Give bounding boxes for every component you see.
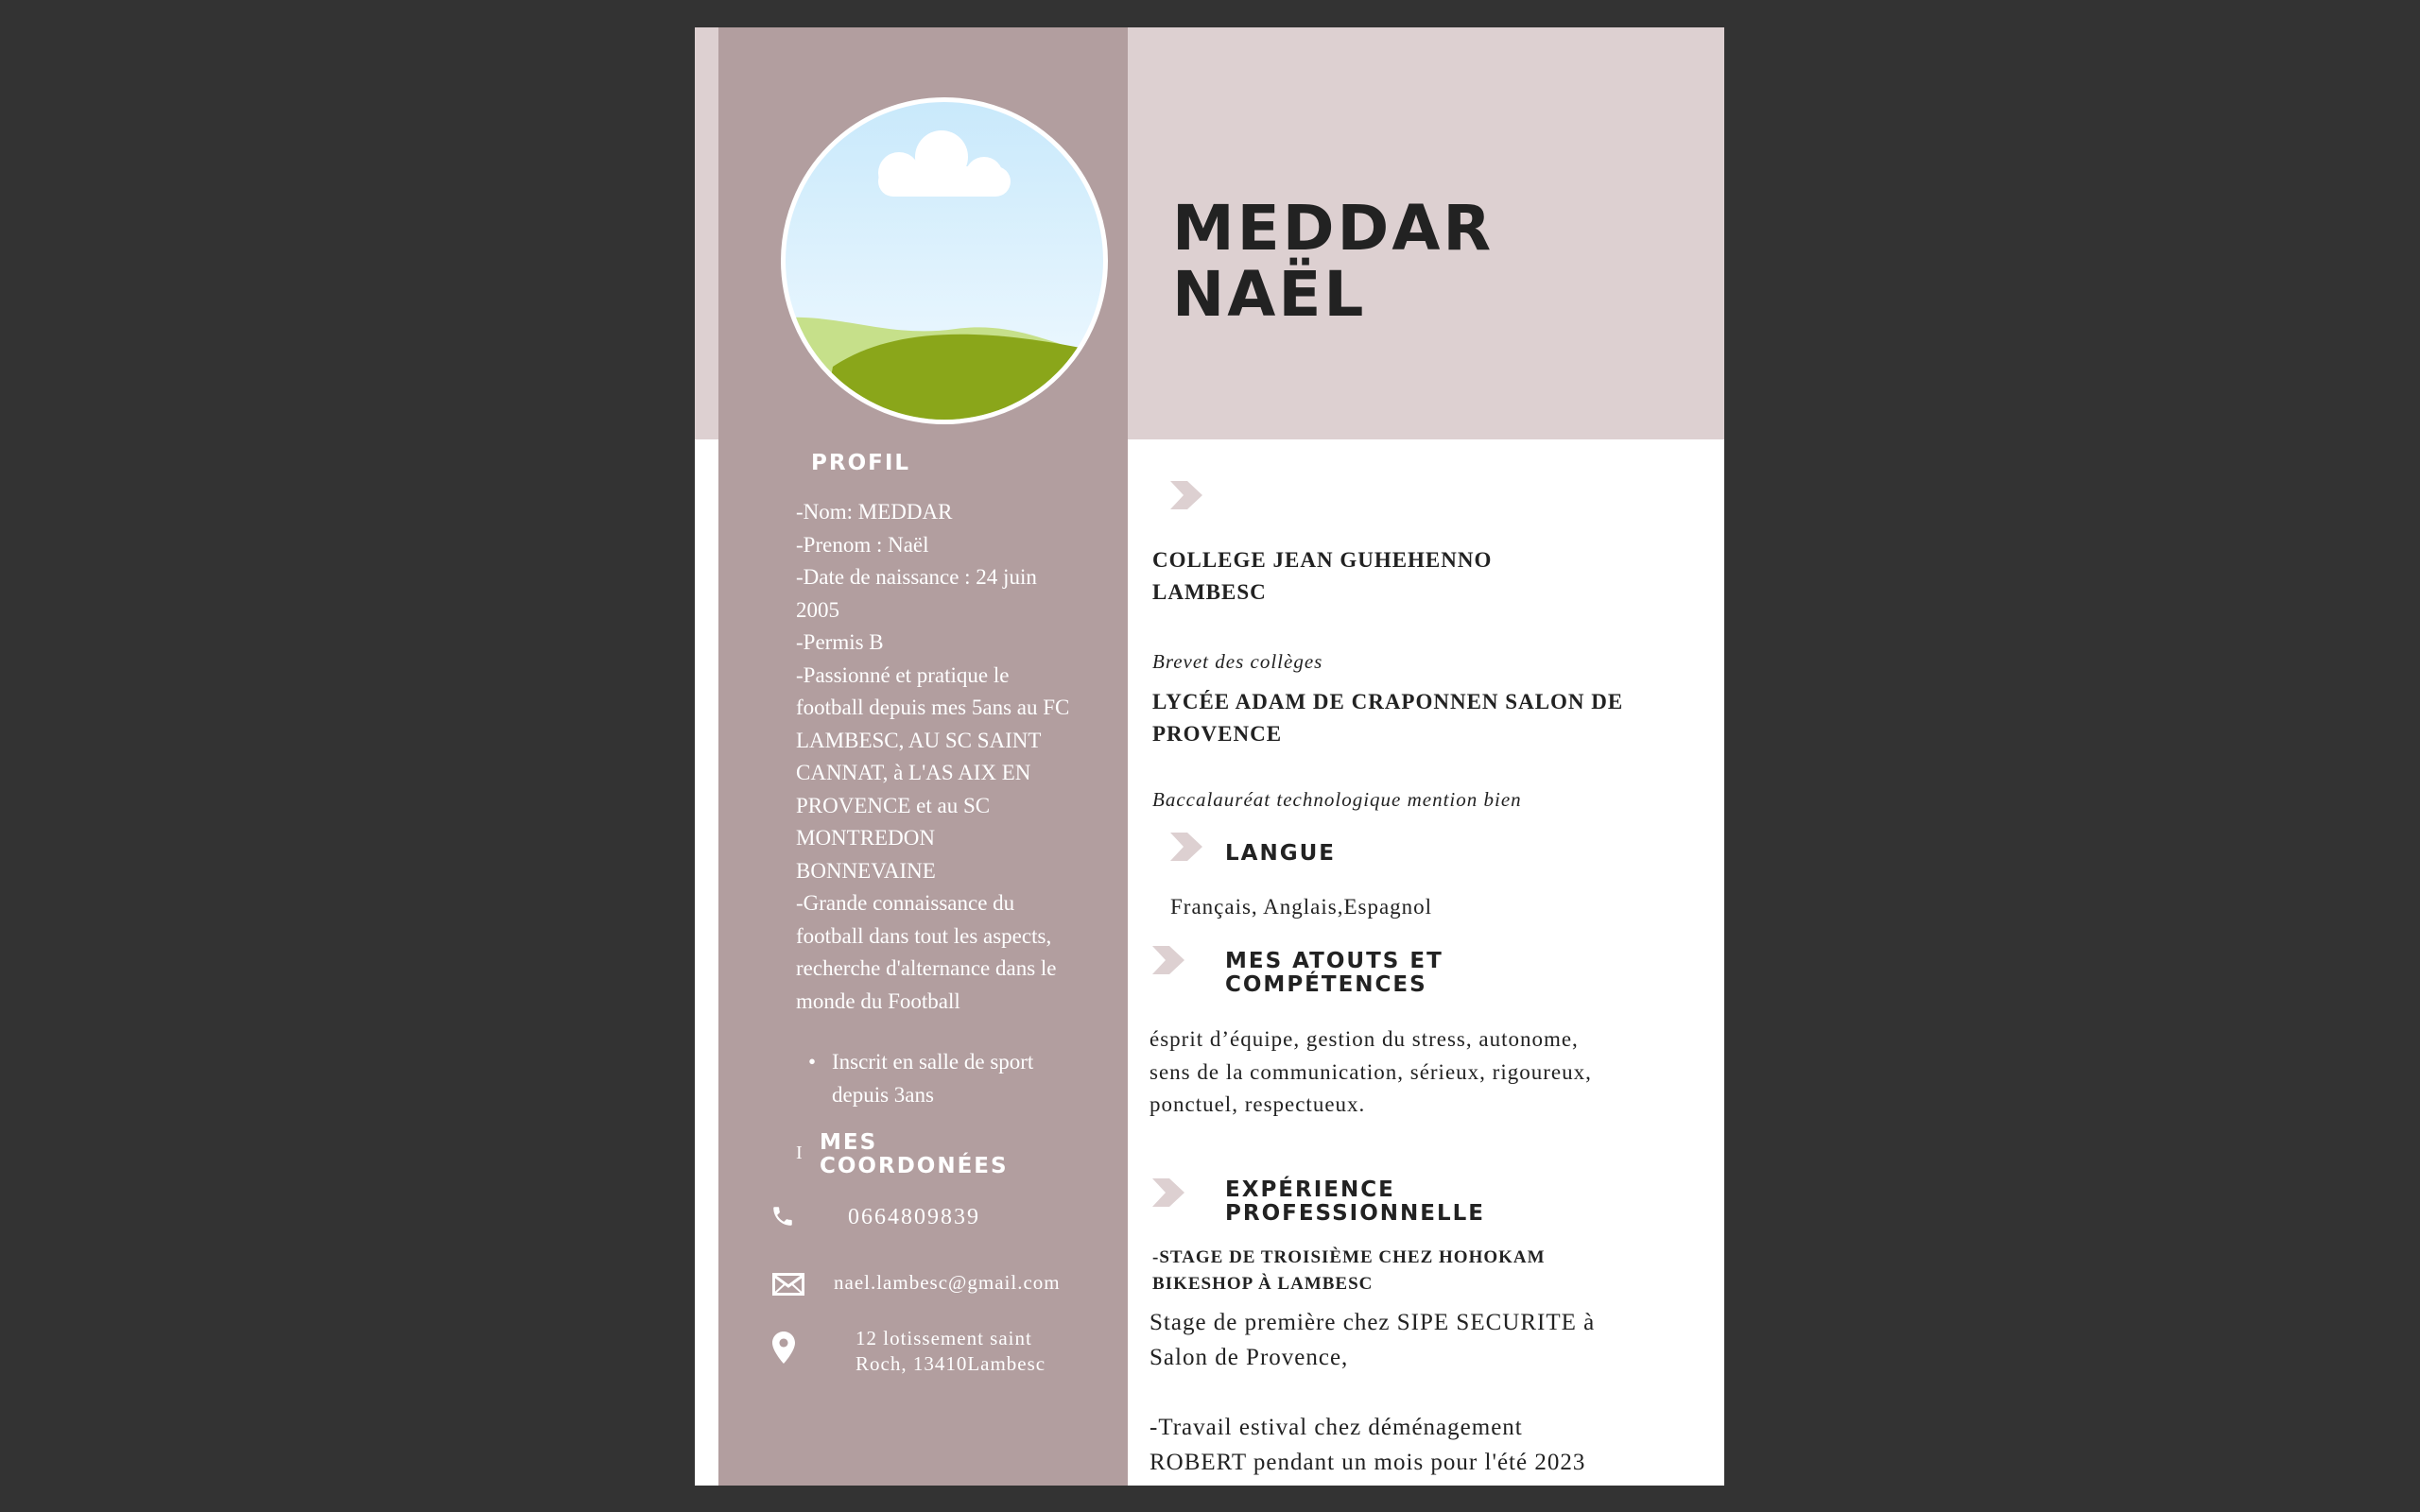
school-name: COLLEGE JEAN GUHEHENNO LAMBESC xyxy=(1152,548,1493,604)
experience-item: -STAGE DE TROISIÈME CHEZ HOHOKAM BIKESHOP À LAMBESC xyxy=(1152,1247,1546,1294)
profil-line: -Grande connaissance du football dans tout les aspects, recherche d'alternance dans le monde du Football xyxy=(796,891,1057,1013)
phone-icon xyxy=(770,1204,795,1233)
profil-title: PROFIL xyxy=(811,451,911,475)
last-name: MEDDAR xyxy=(1172,192,1495,265)
postal-address-text: 12 lotissement saint Roch, 13410Lambesc xyxy=(856,1327,1046,1375)
phone-number[interactable]: 0664809839 xyxy=(848,1205,980,1229)
chevron-icon xyxy=(1152,1178,1186,1211)
sidebar xyxy=(718,27,1128,1486)
mail-icon xyxy=(772,1273,804,1300)
school-diploma: Brevet des collèges xyxy=(1152,650,1323,673)
landscape-placeholder-icon xyxy=(786,102,1103,420)
postal-address xyxy=(856,1326,1082,1377)
bullet-icon: • xyxy=(808,1050,817,1074)
coordonnees-title xyxy=(820,1131,1028,1178)
profil-line: -Passionné et pratique le football depuis mes 5ans au FC LAMBESC, AU SC SAINT CANNAT, à L'AS AIX EN PROVENCE et au SC MONTREDON BONNEVAINE xyxy=(796,662,1070,883)
person-name xyxy=(1172,192,1495,331)
location-pin-icon xyxy=(772,1332,795,1368)
coordonnees-title-text: MES COORDONÉES xyxy=(820,1130,1009,1178)
experience-title: EXPÉRIENCE PROFESSIONNELLE xyxy=(1225,1177,1485,1226)
profil-line: -Nom: MEDDAR xyxy=(796,500,953,524)
profil-list xyxy=(796,496,1080,1018)
profil-line: -Permis B xyxy=(796,630,884,654)
cv-page xyxy=(695,27,1724,1486)
chevron-icon xyxy=(1152,946,1186,979)
profil-line: -Prenom : Naël xyxy=(796,532,929,557)
langue-text: Français, Anglais,Espagnol xyxy=(1170,895,1433,919)
chevron-icon xyxy=(1170,833,1204,866)
profile-photo xyxy=(781,97,1108,424)
school-name: LYCÉE ADAM DE CRAPONNEN SALON DE PROVENCE xyxy=(1152,690,1624,746)
atouts-text: ésprit d’équipe, gestion du stress, autonome, sens de la communication, sérieux, rigoureux, ponctuel, respectueux. xyxy=(1150,1027,1592,1116)
school-diploma: Baccalauréat technologique mention bien xyxy=(1152,788,1522,811)
chevron-icon xyxy=(1170,481,1204,514)
coordonnees-marker: I xyxy=(796,1143,803,1163)
profil-bullet-item xyxy=(808,1046,1045,1111)
experience-text: Stage de première chez SIPE SECURITE à Salon de Provence, -Travail estival chez déménagement ROBERT pendant un mois pour l'été 2023 xyxy=(1150,1310,1596,1475)
profil-line: -Date de naissance : 24 juin 2005 xyxy=(796,565,1037,622)
profil-bullet-text: Inscrit en salle de sport depuis 3ans xyxy=(832,1050,1034,1107)
email-address[interactable]: nael.lambesc@gmail.com xyxy=(834,1271,1061,1294)
langue-title: LANGUE xyxy=(1225,841,1336,866)
first-name: NAËL xyxy=(1172,258,1367,331)
atouts-title: MES ATOUTS ET COMPÉTENCES xyxy=(1225,949,1443,997)
